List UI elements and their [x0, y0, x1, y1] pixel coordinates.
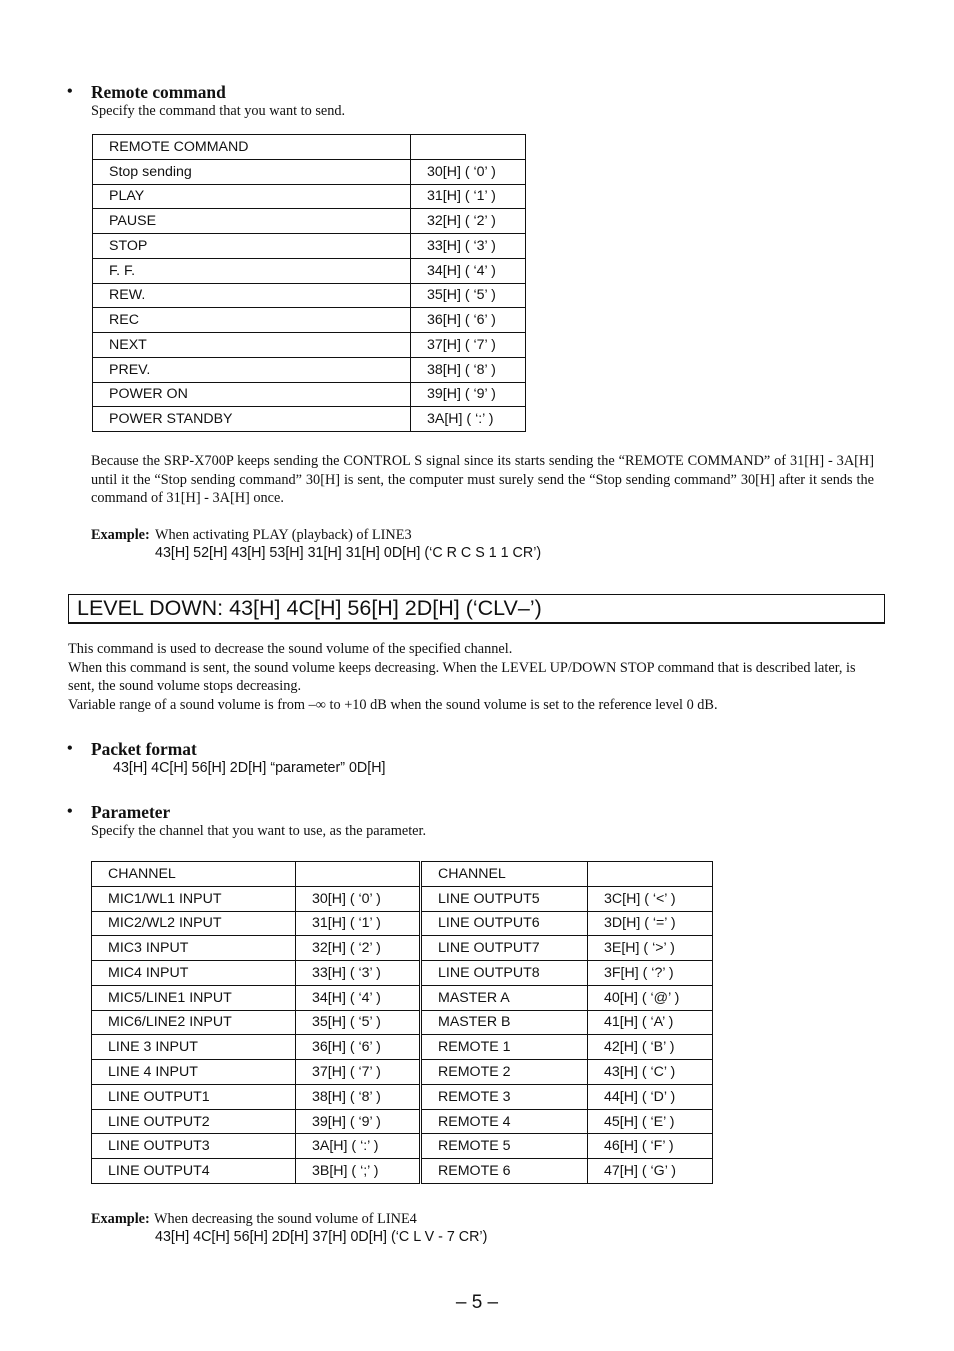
code-cell: 37[H] ( ‘7’ ) [410, 333, 525, 357]
remote-command-table [92, 134, 526, 432]
channel-cell: LINE OUTPUT6 [438, 915, 540, 932]
example-code: 43[H] 4C[H] 56[H] 2D[H] 37[H] 0D[H] (‘C L V - 7 CR’) [155, 1229, 488, 1245]
code-cell: 42[H] ( ‘B’ ) [587, 1035, 712, 1059]
code-cell: 37[H] ( ‘7’ ) [295, 1060, 419, 1084]
bullet-packet-format: • [67, 740, 73, 757]
table-header-row [93, 135, 525, 159]
example-label: Example: [91, 527, 150, 543]
table-row [92, 985, 419, 1010]
code-cell: 44[H] ( ‘D’ ) [587, 1085, 712, 1109]
level-down-title: LEVEL DOWN: 43[H] 4C[H] 56[H] 2D[H] (‘CLV–’) [77, 596, 542, 620]
channel-cell: LINE 3 INPUT [108, 1039, 198, 1056]
table-row [422, 1158, 712, 1183]
command-cell: Stop sending [109, 163, 192, 180]
code-cell: 45[H] ( ‘E’ ) [587, 1110, 712, 1134]
channel-cell: MASTER B [438, 1014, 511, 1031]
code-cell: 38[H] ( ‘8’ ) [410, 358, 525, 382]
remote-command-heading: Remote command [91, 82, 226, 102]
description-line: sent, the sound volume stops decreasing. [68, 678, 302, 694]
table-row [92, 935, 419, 960]
table-row [93, 258, 525, 283]
code-cell: 39[H] ( ‘9’ ) [410, 383, 525, 407]
code-cell: 3F[H] ( ‘?’ ) [587, 961, 712, 985]
table-row [92, 960, 419, 985]
example-text: When activating PLAY (playback) of LINE3 [155, 527, 412, 543]
parameter-heading: Parameter [91, 802, 171, 822]
note-line: until it the “Stop sending command” 30[H] is sent, the computer must surely send the “Stop sending command” 30[H] after it sends the [91, 471, 874, 488]
code-cell: 33[H] ( ‘3’ ) [410, 234, 525, 258]
note-line: command of 31[H] - 3A[H] once. [91, 490, 284, 506]
code-cell: 39[H] ( ‘9’ ) [295, 1110, 419, 1134]
table-row [422, 960, 712, 985]
example-text: When decreasing the sound volume of LINE4 [154, 1211, 417, 1227]
table-row [93, 283, 525, 308]
code-cell: 38[H] ( ‘8’ ) [295, 1085, 419, 1109]
command-cell: STOP [109, 237, 148, 254]
table-row [422, 1084, 712, 1109]
header-cell-code [587, 862, 712, 886]
channel-cell: MIC2/WL2 INPUT [108, 915, 222, 932]
table-row [422, 886, 712, 911]
header-cell-code [295, 862, 419, 886]
channel-cell: LINE OUTPUT5 [438, 890, 540, 907]
channel-cell: REMOTE 2 [438, 1064, 511, 1080]
channel-cell: LINE OUTPUT4 [108, 1163, 210, 1180]
channel-cell: LINE 4 INPUT [108, 1064, 198, 1080]
code-cell: 36[H] ( ‘6’ ) [295, 1035, 419, 1059]
bullet-remote-command: • [67, 83, 73, 100]
channel-cell: MIC3 INPUT [108, 940, 189, 957]
channel-table-left [91, 861, 420, 1184]
command-cell: POWER ON [109, 386, 188, 403]
channel-cell: REMOTE 6 [438, 1163, 511, 1180]
code-cell: 3A[H] ( ‘:’ ) [410, 407, 525, 431]
table-header-row [422, 862, 712, 886]
channel-cell: REMOTE 5 [438, 1138, 511, 1155]
code-cell: 33[H] ( ‘3’ ) [295, 961, 419, 985]
channel-cell: LINE OUTPUT8 [438, 964, 540, 981]
packet-format-heading: Packet format [91, 739, 197, 759]
channel-cell: MIC1/WL1 INPUT [108, 890, 222, 907]
bullet-parameter: • [67, 803, 73, 820]
command-cell: F. F. [109, 262, 136, 279]
code-cell: 46[H] ( ‘F’ ) [587, 1134, 712, 1158]
channel-cell: LINE OUTPUT3 [108, 1138, 210, 1155]
table-row [93, 357, 525, 382]
table-row [92, 1109, 419, 1134]
table-row [422, 1133, 712, 1158]
code-cell: 35[H] ( ‘5’ ) [410, 284, 525, 308]
note-line: Because the SRP-X700P keeps sending the CONTROL S signal since its starts sending the “REMOTE COMMAND” of 31[H] - 3A[H] [91, 453, 874, 469]
table-row [92, 1059, 419, 1084]
code-cell: 40[H] ( ‘@’ ) [587, 986, 712, 1010]
example-code: 43[H] 52[H] 43[H] 53[H] 31[H] 31[H] 0D[H] (‘C R C S 1 1 CR’) [155, 545, 542, 561]
channel-cell: LINE OUTPUT2 [108, 1113, 210, 1130]
code-cell: 3A[H] ( ‘:’ ) [295, 1134, 419, 1158]
packet-format-value: 43[H] 4C[H] 56[H] 2D[H] “parameter” 0D[H] [113, 760, 386, 776]
page-number: – 5 – [455, 1292, 499, 1313]
description-line: Variable range of a sound volume is from –∞ to +10 dB when the sound volume is set to the reference level 0 dB. [68, 696, 718, 713]
channel-cell: REMOTE 3 [438, 1088, 511, 1105]
command-cell: POWER STANDBY [109, 411, 233, 428]
table-row [422, 1010, 712, 1035]
table-row [422, 1034, 712, 1059]
channel-cell: MIC4 INPUT [108, 964, 189, 981]
command-cell: REC [109, 312, 139, 329]
command-cell: PREV. [109, 361, 151, 378]
level-down-description [68, 640, 856, 714]
header-cell-channel: CHANNEL [438, 865, 506, 882]
channel-cell: LINE OUTPUT1 [108, 1088, 210, 1105]
table-row [422, 985, 712, 1010]
code-cell: 30[H] ( ‘0’ ) [295, 887, 419, 911]
channel-cell: MIC6/LINE2 INPUT [108, 1014, 232, 1031]
code-cell: 41[H] ( ‘A’ ) [587, 1011, 712, 1035]
code-cell: 31[H] ( ‘1’ ) [295, 912, 419, 936]
code-cell: 36[H] ( ‘6’ ) [410, 308, 525, 332]
table-row [93, 159, 525, 184]
level-down-title-box [68, 594, 885, 624]
code-cell: 47[H] ( ‘G’ ) [587, 1159, 712, 1183]
channel-cell: REMOTE 4 [438, 1113, 511, 1130]
table-row [93, 406, 525, 431]
code-cell: 35[H] ( ‘5’ ) [295, 1011, 419, 1035]
table-row [92, 1133, 419, 1158]
table-row [93, 307, 525, 332]
channel-table-right [421, 861, 713, 1184]
header-cell-channel: CHANNEL [108, 865, 176, 882]
table-row [92, 1034, 419, 1059]
table-row [93, 233, 525, 258]
command-cell: NEXT [109, 336, 147, 353]
table-row [92, 1084, 419, 1109]
channel-cell: REMOTE 1 [438, 1039, 511, 1056]
code-cell: 3D[H] ( ‘=’ ) [587, 912, 712, 936]
table-row [422, 1109, 712, 1134]
table-row [93, 382, 525, 407]
channel-cell: LINE OUTPUT7 [438, 940, 540, 957]
code-cell: 32[H] ( ‘2’ ) [410, 209, 525, 233]
parameter-description: Specify the channel that you want to use, as the parameter. [91, 823, 427, 839]
table-row [422, 935, 712, 960]
example-label: Example: [91, 1211, 150, 1227]
table-header-row [92, 862, 419, 886]
remote-command-description: Specify the command that you want to send. [91, 103, 346, 119]
table-row [93, 208, 525, 233]
command-cell: PLAY [109, 188, 145, 205]
command-cell: PAUSE [109, 213, 157, 230]
command-cell: REW. [109, 287, 146, 304]
code-cell: 31[H] ( ‘1’ ) [410, 185, 525, 209]
header-cell-remote-command: REMOTE COMMAND [109, 138, 249, 155]
table-row [92, 1158, 419, 1183]
code-cell: 3C[H] ( ‘<’ ) [587, 887, 712, 911]
table-row [92, 886, 419, 911]
table-row [93, 332, 525, 357]
code-cell: 34[H] ( ‘4’ ) [295, 986, 419, 1010]
description-line: When this command is sent, the sound volume keeps decreasing. When the LEVEL UP/DOWN STOP command that is described later, is [68, 659, 856, 676]
description-line: This command is used to decrease the sound volume of the specified channel. [68, 641, 513, 657]
code-cell: 30[H] ( ‘0’ ) [410, 160, 525, 184]
code-cell: 3B[H] ( ‘;’ ) [295, 1159, 419, 1183]
code-cell: 32[H] ( ‘2’ ) [295, 936, 419, 960]
table-row [93, 184, 525, 209]
table-row [92, 911, 419, 936]
code-cell: 34[H] ( ‘4’ ) [410, 259, 525, 283]
code-cell: 43[H] ( ‘C’ ) [587, 1060, 712, 1084]
header-cell-code [410, 135, 525, 159]
table-row [422, 1059, 712, 1084]
table-row [422, 911, 712, 936]
remote-command-note [91, 452, 874, 508]
channel-cell: MIC5/LINE1 INPUT [108, 989, 232, 1006]
code-cell: 3E[H] ( ‘>’ ) [587, 936, 712, 960]
channel-cell: MASTER A [438, 989, 510, 1006]
table-row [92, 1010, 419, 1035]
